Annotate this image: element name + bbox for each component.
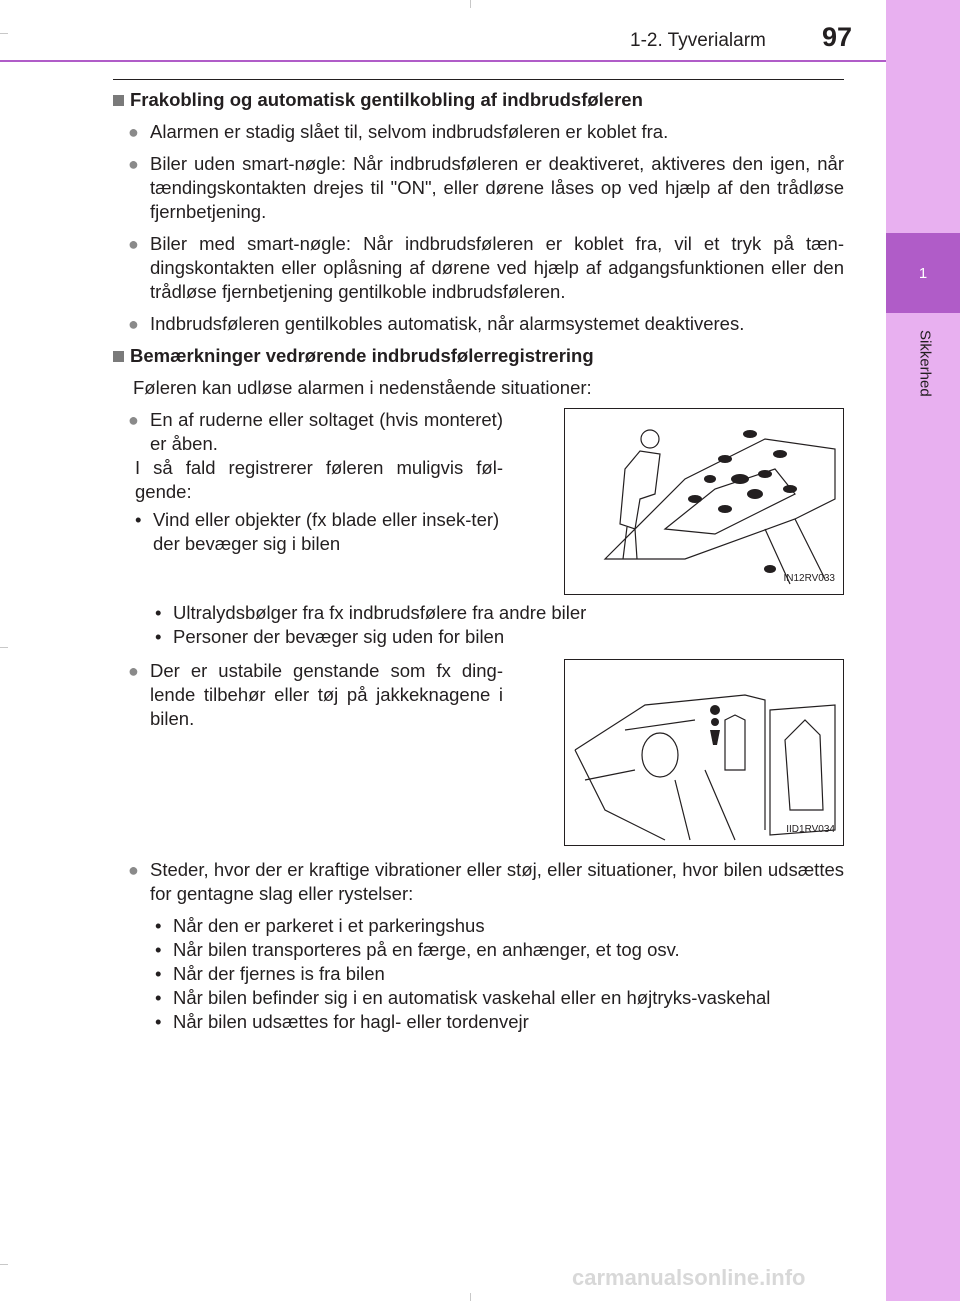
figure-code: IN12RV033 (783, 573, 835, 584)
top-rule (113, 79, 844, 80)
list-item: ● Biler med smart-nøgle: Når indbrudsføleren er koblet fra, vil et tryk på tæn-dingskontakten eller oplåsning af dørene ved hjælp af adgangsfunktionen eller den trådløse fjernbetjening gentilkoble indbrudsføleren. (113, 232, 844, 304)
round-bullet-icon: ● (128, 122, 139, 142)
crop-mark (470, 1293, 471, 1301)
section-heading: Bemærkninger vedrørende indbrudsfølerregistrering (113, 344, 844, 368)
sub-list-item: • Når bilen transporteres på en færge, en anhænger, et tog osv. (155, 939, 680, 960)
section-title: 1-2. Tyverialarm (630, 30, 766, 51)
sub-list-item: • Vind eller objekter (fx blade eller insek-ter) der bevæger sig i bilen (135, 509, 500, 554)
chapter-label: Sikkerhed (916, 330, 934, 397)
section-intro: Føleren kan udløse alarmen i nedenstående situationer: (133, 377, 592, 398)
chapter-sidebar (886, 0, 960, 1301)
list-item: ● Indbrudsføleren gentilkobles automatisk, når alarmsystemet deaktiveres. (113, 312, 844, 336)
sub-list (113, 601, 844, 649)
list-item: ● Biler uden smart-nøgle: Når indbrudsføleren er deaktiveret, aktiveres den igen, når tændingskontakten drejes til "ON", eller dørene låses op ved hjælp af den trådløse fjernbetjening. (113, 152, 844, 224)
figure-text (113, 408, 503, 595)
list-item: ● Steder, hvor der er kraftige vibrationer eller støj, eller situationer, hvor bilen udsættes for gentagne slag eller rystelser: (113, 858, 844, 906)
square-bullet-icon (113, 351, 124, 362)
header-line (0, 60, 886, 62)
round-bullet-icon: ● (128, 410, 139, 430)
sub-list-item: • Personer der bevæger sig uden for bilen (155, 626, 505, 647)
crop-mark (0, 1264, 8, 1265)
watermark: carmanualsonline.info (572, 1265, 806, 1290)
section-heading: Frakobling og automatisk gentilkobling af indbrudsføleren (113, 88, 844, 112)
figure-code: IID1RV034 (786, 824, 835, 835)
list-item: ● En af ruderne eller soltaget (hvis monteret) er åben. (113, 408, 503, 456)
chapter-number-tab[interactable]: 1 (886, 233, 960, 313)
round-bullet-icon: ● (128, 234, 139, 254)
round-bullet-icon: ● (128, 154, 139, 174)
round-bullet-icon: ● (128, 860, 139, 880)
figure-row (113, 408, 844, 595)
sub-list-item: • Ultralydsbølger fra fx indbrudsfølere fra andre biler (155, 602, 587, 623)
crop-mark (0, 647, 8, 648)
sub-list-item: • Når der fjernes is fra bilen (155, 963, 385, 984)
sub-list (113, 914, 844, 1034)
sunroof-leaves-illustration (564, 408, 844, 595)
note-text: I så fald registrerer føleren muligvis føl-gende: (135, 457, 503, 502)
square-bullet-icon (113, 95, 124, 106)
list-item: ● Der er ustabile genstande som fx ding-lende tilbehør eller tøj på jakkeknagene i bilen. (113, 659, 503, 731)
list-item: ● Alarmen er stadig slået til, selvom indbrudsføleren er koblet fra. (113, 120, 844, 144)
car-interior-illustration (564, 659, 844, 846)
round-bullet-icon: ● (128, 661, 139, 681)
round-bullet-icon: ● (128, 314, 139, 334)
page-number: 97 (822, 22, 853, 52)
figure-text (113, 659, 503, 846)
figure-row (113, 659, 844, 846)
page-content (113, 88, 844, 1034)
crop-mark (470, 0, 471, 8)
sub-list-item: • Når den er parkeret i et parkeringshus (155, 915, 485, 936)
sub-list-item: • Når bilen udsættes for hagl- eller tordenvejr (155, 1011, 529, 1032)
crop-mark (0, 33, 8, 34)
sub-list-item: • Når bilen befinder sig i en automatisk vaskehal eller en højtryks-vaskehal (155, 987, 771, 1008)
